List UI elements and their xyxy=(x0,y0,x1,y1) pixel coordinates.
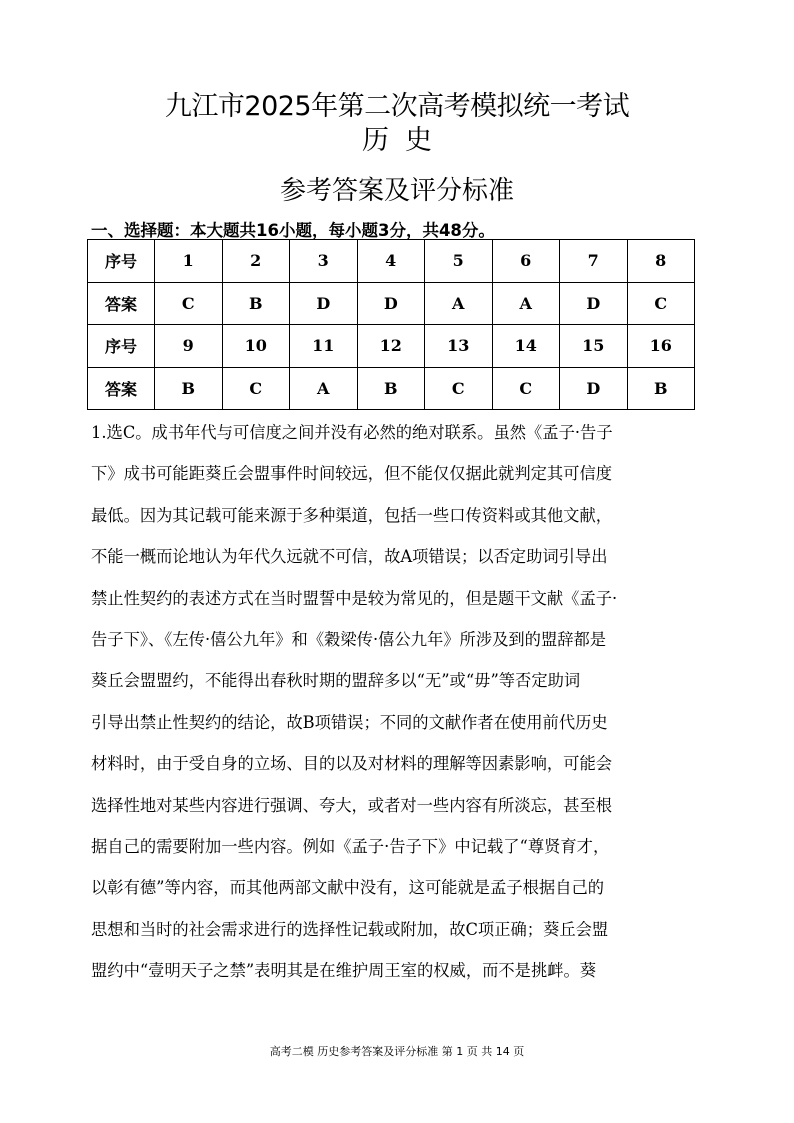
table-cell: 8 xyxy=(627,240,695,283)
table-cell: 15 xyxy=(560,325,628,368)
explanation-paragraph xyxy=(91,412,703,991)
table-row xyxy=(88,367,695,410)
table-cell: A xyxy=(492,282,560,325)
explanation-line: 葵丘会盟盟约，不能得出春秋时期的盟辞多以“无”或“毋”等否定助词 xyxy=(91,671,581,691)
table-cell: 5 xyxy=(425,240,493,283)
table-row xyxy=(88,282,695,325)
table-cell: D xyxy=(560,282,628,325)
explanation-line: 不能一概而论地认为年代久远就不可信，故A项错误；以否定助词引导出 xyxy=(91,547,608,567)
table-cell: 3 xyxy=(290,240,358,283)
table-cell: 11 xyxy=(290,325,358,368)
explanation-line: 下》成书可能距葵丘会盟事件时间较远，但不能仅仅据此就判定其可信度 xyxy=(91,464,613,484)
table-cell: B xyxy=(155,367,223,410)
row-label: 序号 xyxy=(88,240,155,283)
table-row xyxy=(88,240,695,283)
table-cell: D xyxy=(290,282,358,325)
explanation-line: 以彰有德”等内容，而其他两部文献中没有，这可能就是孟子根据自己的 xyxy=(91,878,605,898)
table-row xyxy=(88,325,695,368)
table-cell: 13 xyxy=(425,325,493,368)
section-heading: 一、选择题：本大题共16小题，每小题3分，共48分。 xyxy=(91,221,495,240)
table-cell: D xyxy=(560,367,628,410)
table-cell: 4 xyxy=(357,240,425,283)
table-cell: C xyxy=(492,367,560,410)
subject-char-2: 史 xyxy=(405,125,432,156)
explanation-line: 引导出禁止性契约的结论，故B项错误；不同的文献作者在使用前代历史 xyxy=(91,712,608,732)
table-cell: 6 xyxy=(492,240,560,283)
table-cell: 16 xyxy=(627,325,695,368)
explanation-line: 选择性地对某些内容进行强调、夸大，或者对一些内容有所淡忘，甚至根 xyxy=(91,795,613,815)
answer-table xyxy=(87,239,695,410)
row-label: 答案 xyxy=(88,282,155,325)
subject-title xyxy=(0,118,794,157)
explanation-line: 思想和当时的社会需求进行的选择性记载或附加，故C项正确；葵丘会盟 xyxy=(91,919,609,939)
subtitle: 参考答案及评分标准 xyxy=(279,176,514,206)
table-cell: 2 xyxy=(222,240,290,283)
explanation-line: 据自己的需要附加一些内容。例如《孟子·告子下》中记载了“尊贤育才， xyxy=(91,836,610,856)
table-cell: 1 xyxy=(155,240,223,283)
table-cell: D xyxy=(357,282,425,325)
explanation-line: 盟约中“壹明天子之禁”表明其是在维护周王室的权威，而不是挑衅。葵 xyxy=(91,961,597,981)
table-cell: 7 xyxy=(560,240,628,283)
exam-title: 九江市2025年第二次高考模拟统一考试 xyxy=(164,91,630,122)
table-cell: 9 xyxy=(155,325,223,368)
table-cell: 12 xyxy=(357,325,425,368)
explanation-line: 1.选C。成书年代与可信度之间并没有必然的绝对联系。虽然《孟子·告子 xyxy=(91,423,613,442)
table-cell: B xyxy=(222,282,290,325)
explanation-line: 禁止性契约的表述方式在当时盟誓中是较为常见的，但是题干文献《孟子· xyxy=(91,588,618,608)
table-cell: 10 xyxy=(222,325,290,368)
table-cell: B xyxy=(357,367,425,410)
table-cell: A xyxy=(290,367,358,410)
page-footer: 高考二模 历史参考答案及评分标准 第 1 页 共 14 页 xyxy=(269,1045,525,1058)
table-cell: C xyxy=(155,282,223,325)
table-cell: B xyxy=(627,367,695,410)
explanation-line: 最低。因为其记载可能来源于多种渠道，包括一些口传资料或其他文献， xyxy=(91,505,613,525)
table-cell: C xyxy=(627,282,695,325)
explanation-line: 告子下》、《左传·僖公九年》和《穀梁传·僖公九年》所涉及到的盟辞都是 xyxy=(91,629,607,649)
row-label: 序号 xyxy=(88,325,155,368)
subject-char-1: 历 xyxy=(362,125,389,156)
row-label: 答案 xyxy=(88,367,155,410)
explanation-line: 材料时，由于受自身的立场、目的以及对材料的理解等因素影响，可能会 xyxy=(91,754,613,774)
table-cell: C xyxy=(425,367,493,410)
table-cell: 14 xyxy=(492,325,560,368)
table-cell: A xyxy=(425,282,493,325)
table-cell: C xyxy=(222,367,290,410)
